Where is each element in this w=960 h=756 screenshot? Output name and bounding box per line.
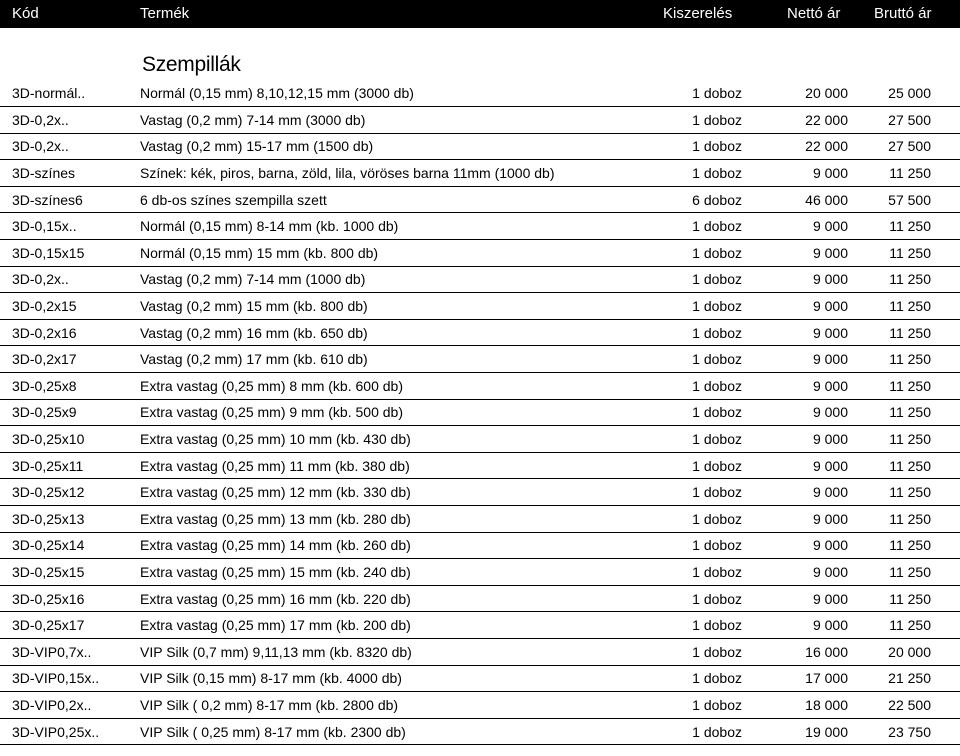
product-code: 3D-0,2x16	[0, 319, 140, 346]
table-row	[0, 346, 960, 373]
product-code: 3D-VIP0,25x..	[0, 718, 140, 745]
gross-price: 27 500	[848, 107, 960, 134]
product-code: 3D-0,2x..	[0, 133, 140, 160]
table-row	[0, 293, 960, 320]
net-price: 9 000	[744, 266, 848, 293]
product-name: Normál (0,15 mm) 8,10,12,15 mm (3000 db)	[140, 80, 648, 107]
product-name: 6 db-os színes szempilla szett	[140, 186, 648, 213]
product-code: 3D-0,25x10	[0, 426, 140, 453]
product-name: Vastag (0,2 mm) 7-14 mm (3000 db)	[140, 107, 648, 134]
packaging: 6 doboz	[648, 186, 744, 213]
product-name: Extra vastag (0,25 mm) 14 mm (kb. 260 db)	[140, 532, 648, 559]
gross-price: 11 250	[848, 532, 960, 559]
product-code: 3D-0,25x12	[0, 479, 140, 506]
gross-price: 11 250	[848, 346, 960, 373]
net-price: 9 000	[744, 506, 848, 533]
product-name: Extra vastag (0,25 mm) 12 mm (kb. 330 db)	[140, 479, 648, 506]
gross-price: 11 250	[848, 426, 960, 453]
net-price: 9 000	[744, 426, 848, 453]
product-name: Vastag (0,2 mm) 16 mm (kb. 650 db)	[140, 319, 648, 346]
product-code: 3D-0,2x15	[0, 293, 140, 320]
product-code: 3D-0,25x14	[0, 532, 140, 559]
gross-price: 11 250	[848, 319, 960, 346]
product-code: 3D-0,15x..	[0, 213, 140, 240]
packaging: 1 doboz	[648, 452, 744, 479]
net-price: 19 000	[744, 718, 848, 745]
header-net-price: Nettó ár	[787, 5, 841, 22]
gross-price: 11 250	[848, 213, 960, 240]
gross-price: 25 000	[848, 80, 960, 107]
packaging: 1 doboz	[648, 585, 744, 612]
packaging: 1 doboz	[648, 399, 744, 426]
table-row	[0, 266, 960, 293]
net-price: 18 000	[744, 692, 848, 719]
product-name: Vastag (0,2 mm) 17 mm (kb. 610 db)	[140, 346, 648, 373]
packaging: 1 doboz	[648, 373, 744, 400]
table-row	[0, 160, 960, 187]
product-code: 3D-0,25x13	[0, 506, 140, 533]
packaging: 1 doboz	[648, 160, 744, 187]
price-table	[0, 80, 960, 745]
gross-price: 23 750	[848, 718, 960, 745]
gross-price: 11 250	[848, 160, 960, 187]
net-price: 9 000	[744, 479, 848, 506]
product-code: 3D-színes	[0, 160, 140, 187]
table-row	[0, 399, 960, 426]
packaging: 1 doboz	[648, 559, 744, 586]
net-price: 9 000	[744, 585, 848, 612]
product-name: Vastag (0,2 mm) 15-17 mm (1500 db)	[140, 133, 648, 160]
table-row	[0, 319, 960, 346]
packaging: 1 doboz	[648, 692, 744, 719]
gross-price: 11 250	[848, 266, 960, 293]
product-name: VIP Silk (0,15 mm) 8-17 mm (kb. 4000 db)	[140, 665, 648, 692]
table-row	[0, 506, 960, 533]
table-row	[0, 559, 960, 586]
table-row	[0, 373, 960, 400]
packaging: 1 doboz	[648, 133, 744, 160]
packaging: 1 doboz	[648, 319, 744, 346]
net-price: 9 000	[744, 612, 848, 639]
product-name: Extra vastag (0,25 mm) 15 mm (kb. 240 db)	[140, 559, 648, 586]
packaging: 1 doboz	[648, 612, 744, 639]
product-code: 3D-0,2x..	[0, 266, 140, 293]
product-code: 3D-0,2x..	[0, 107, 140, 134]
packaging: 1 doboz	[648, 426, 744, 453]
gross-price: 57 500	[848, 186, 960, 213]
table-row	[0, 213, 960, 240]
packaging: 1 doboz	[648, 293, 744, 320]
gross-price: 11 250	[848, 612, 960, 639]
gross-price: 11 250	[848, 559, 960, 586]
packaging: 1 doboz	[648, 266, 744, 293]
table-row	[0, 479, 960, 506]
net-price: 9 000	[744, 293, 848, 320]
table-row	[0, 107, 960, 134]
gross-price: 11 250	[848, 293, 960, 320]
table-row	[0, 240, 960, 267]
header-code: Kód	[12, 5, 39, 22]
product-name: Extra vastag (0,25 mm) 16 mm (kb. 220 db)	[140, 585, 648, 612]
net-price: 16 000	[744, 638, 848, 665]
packaging: 1 doboz	[648, 665, 744, 692]
product-name: Vastag (0,2 mm) 7-14 mm (1000 db)	[140, 266, 648, 293]
product-name: Extra vastag (0,25 mm) 10 mm (kb. 430 db)	[140, 426, 648, 453]
packaging: 1 doboz	[648, 80, 744, 107]
gross-price: 11 250	[848, 399, 960, 426]
net-price: 9 000	[744, 213, 848, 240]
net-price: 22 000	[744, 133, 848, 160]
header-packaging: Kiszerelés	[663, 5, 733, 22]
packaging: 1 doboz	[648, 506, 744, 533]
table-header	[0, 0, 960, 28]
table-row	[0, 80, 960, 107]
packaging: 1 doboz	[648, 346, 744, 373]
packaging: 1 doboz	[648, 107, 744, 134]
product-name: Extra vastag (0,25 mm) 17 mm (kb. 200 db)	[140, 612, 648, 639]
net-price: 46 000	[744, 186, 848, 213]
net-price: 9 000	[744, 559, 848, 586]
gross-price: 20 000	[848, 638, 960, 665]
product-code: 3D-0,25x17	[0, 612, 140, 639]
product-name: Vastag (0,2 mm) 15 mm (kb. 800 db)	[140, 293, 648, 320]
product-name: Extra vastag (0,25 mm) 9 mm (kb. 500 db)	[140, 399, 648, 426]
product-name: VIP Silk ( 0,25 mm) 8-17 mm (kb. 2300 db)	[140, 718, 648, 745]
table-row	[0, 718, 960, 745]
header-gross-price: Bruttó ár	[874, 5, 932, 22]
product-code: 3D-színes6	[0, 186, 140, 213]
net-price: 9 000	[744, 346, 848, 373]
gross-price: 21 250	[848, 665, 960, 692]
table-row	[0, 452, 960, 479]
table-row	[0, 638, 960, 665]
product-code: 3D-0,25x9	[0, 399, 140, 426]
product-code: 3D-0,25x8	[0, 373, 140, 400]
packaging: 1 doboz	[648, 213, 744, 240]
product-code: 3D-VIP0,7x..	[0, 638, 140, 665]
product-code: 3D-VIP0,15x..	[0, 665, 140, 692]
net-price: 22 000	[744, 107, 848, 134]
net-price: 17 000	[744, 665, 848, 692]
gross-price: 11 250	[848, 240, 960, 267]
product-code: 3D-0,2x17	[0, 346, 140, 373]
table-row	[0, 665, 960, 692]
table-row	[0, 692, 960, 719]
gross-price: 11 250	[848, 373, 960, 400]
table-row	[0, 186, 960, 213]
table-row	[0, 426, 960, 453]
net-price: 9 000	[744, 399, 848, 426]
product-name: VIP Silk (0,7 mm) 9,11,13 mm (kb. 8320 db)	[140, 638, 648, 665]
table-row	[0, 133, 960, 160]
packaging: 1 doboz	[648, 240, 744, 267]
gross-price: 11 250	[848, 585, 960, 612]
product-name: Színek: kék, piros, barna, zöld, lila, vöröses barna 11mm (1000 db)	[140, 160, 648, 187]
product-name: Extra vastag (0,25 mm) 8 mm (kb. 600 db)	[140, 373, 648, 400]
product-code: 3D-0,25x15	[0, 559, 140, 586]
table-row	[0, 612, 960, 639]
net-price: 9 000	[744, 240, 848, 267]
product-name: VIP Silk ( 0,2 mm) 8-17 mm (kb. 2800 db)	[140, 692, 648, 719]
product-code: 3D-normál..	[0, 80, 140, 107]
net-price: 9 000	[744, 319, 848, 346]
product-code: 3D-VIP0,2x..	[0, 692, 140, 719]
product-name: Extra vastag (0,25 mm) 11 mm (kb. 380 db)	[140, 452, 648, 479]
net-price: 20 000	[744, 80, 848, 107]
net-price: 9 000	[744, 160, 848, 187]
table-row	[0, 532, 960, 559]
gross-price: 11 250	[848, 479, 960, 506]
gross-price: 22 500	[848, 692, 960, 719]
packaging: 1 doboz	[648, 718, 744, 745]
net-price: 9 000	[744, 452, 848, 479]
product-name: Normál (0,15 mm) 15 mm (kb. 800 db)	[140, 240, 648, 267]
table-row	[0, 585, 960, 612]
product-code: 3D-0,25x16	[0, 585, 140, 612]
packaging: 1 doboz	[648, 532, 744, 559]
packaging: 1 doboz	[648, 479, 744, 506]
packaging: 1 doboz	[648, 638, 744, 665]
product-name: Normál (0,15 mm) 8-14 mm (kb. 1000 db)	[140, 213, 648, 240]
product-code: 3D-0,15x15	[0, 240, 140, 267]
header-product: Termék	[140, 5, 190, 22]
gross-price: 11 250	[848, 452, 960, 479]
net-price: 9 000	[744, 532, 848, 559]
section-title: Szempillák	[142, 53, 241, 76]
net-price: 9 000	[744, 373, 848, 400]
product-name: Extra vastag (0,25 mm) 13 mm (kb. 280 db)	[140, 506, 648, 533]
product-code: 3D-0,25x11	[0, 452, 140, 479]
gross-price: 27 500	[848, 133, 960, 160]
gross-price: 11 250	[848, 506, 960, 533]
